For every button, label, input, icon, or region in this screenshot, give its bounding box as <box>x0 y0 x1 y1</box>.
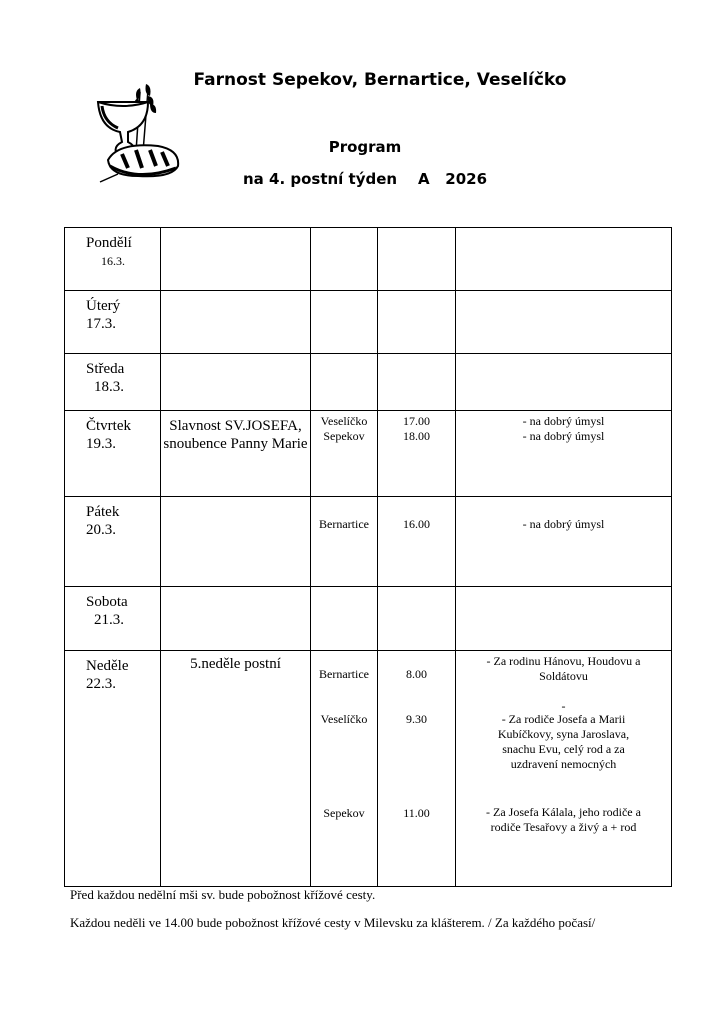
chalice-bread-logo <box>88 82 188 192</box>
mass-time: 8.00 <box>406 667 427 681</box>
mass-place: Bernartice <box>319 667 369 681</box>
day-name: Středa <box>86 361 125 377</box>
place-cell <box>311 228 378 291</box>
intention-cell <box>456 354 672 411</box>
mass-time: 11.00 <box>403 806 430 820</box>
time-cell <box>378 497 456 587</box>
mass-time: 17.00 <box>403 414 430 428</box>
place-cell <box>311 651 378 887</box>
day-date: 18.3. <box>94 379 124 395</box>
day-name: Sobota <box>86 594 128 610</box>
place-cell <box>311 497 378 587</box>
time-cell <box>378 411 456 497</box>
table-row <box>65 228 672 291</box>
day-name: Pondělí <box>86 235 132 251</box>
day-name: Čtvrtek <box>86 418 131 434</box>
mass-time: 16.00 <box>403 517 430 531</box>
day-cell <box>65 651 161 887</box>
mass-intention: - na dobrý úmysl <box>522 414 605 428</box>
feast-name: 5.neděle postní <box>190 656 281 672</box>
day-date: 16.3. <box>101 254 125 268</box>
place-cell <box>311 291 378 354</box>
day-date: 19.3. <box>86 436 116 452</box>
intention-cell <box>456 497 672 587</box>
mass-intention: - na dobrý úmysl <box>522 429 605 443</box>
mass-time: 9.30 <box>406 712 427 726</box>
place-cell <box>311 411 378 497</box>
table-row <box>65 354 672 411</box>
day-name: Pátek <box>86 504 120 520</box>
day-name: Neděle <box>86 658 129 674</box>
feast-cell <box>161 228 311 291</box>
time-cell <box>378 651 456 887</box>
day-date: 20.3. <box>86 522 116 538</box>
feast-cell <box>161 354 311 411</box>
day-cell <box>65 587 161 651</box>
mass-place: Veselíčko <box>320 414 368 428</box>
parish-title: Farnost Sepekov, Bernartice, Veselíčko <box>193 70 567 90</box>
table-row <box>65 497 672 587</box>
day-cell <box>65 354 161 411</box>
day-cell <box>65 228 161 291</box>
day-date: 22.3. <box>86 676 116 692</box>
intention-cell <box>456 651 672 887</box>
program-label: Program <box>328 138 402 156</box>
notes <box>70 883 670 939</box>
day-cell <box>65 291 161 354</box>
mass-place: Veselíčko <box>320 712 368 726</box>
feast-cell <box>161 411 311 497</box>
place-cell <box>311 354 378 411</box>
time-cell <box>378 587 456 651</box>
mass-place: Sepekov <box>323 806 365 820</box>
mass-place: Sepekov <box>323 429 365 443</box>
day-date: 17.3. <box>86 316 116 332</box>
table-row <box>65 291 672 354</box>
mass-intention: - Za rodiče Josefa a Marii Kubíčkovy, syna Jaroslava, snachu Evu, celý rod a za uzdravení nemocných <box>497 712 630 771</box>
place-cell <box>311 587 378 651</box>
mass-intention: - <box>561 699 566 713</box>
feast-cell <box>161 497 311 587</box>
day-cell <box>65 497 161 587</box>
year: 2026 <box>445 170 488 188</box>
table-row <box>65 411 672 497</box>
day-name: Úterý <box>86 298 121 314</box>
intention-cell <box>456 587 672 651</box>
week-heading <box>220 170 510 188</box>
table-row <box>65 587 672 651</box>
day-date: 21.3. <box>94 612 124 628</box>
intention-cell <box>456 228 672 291</box>
mass-intention: - Za rodinu Hánovu, Houdovu a Soldátovu <box>486 654 641 683</box>
intention-cell <box>456 411 672 497</box>
day-cell <box>65 411 161 497</box>
note-line: Každou neděli ve 14.00 bude pobožnost křížové cesty v Milevsku za klášterem. / Za každého počasí/ <box>70 915 596 930</box>
mass-time: 18.00 <box>403 429 430 443</box>
time-cell <box>378 228 456 291</box>
time-cell <box>378 354 456 411</box>
liturgical-cycle: A <box>417 170 430 188</box>
feast-cell <box>161 587 311 651</box>
feast-cell <box>161 291 311 354</box>
feast-cell <box>161 651 311 887</box>
table-row <box>65 651 672 887</box>
feast-name: Slavnost SV.JOSEFA, snoubence Panny Marie <box>163 418 308 452</box>
schedule-table <box>64 227 672 887</box>
mass-place: Bernartice <box>319 517 369 531</box>
mass-intention: - Za Josefa Kálala, jeho rodiče a rodiče Tesařovy a živý a + rod <box>486 805 641 834</box>
mass-intention: - na dobrý úmysl <box>522 517 605 531</box>
week-label: na 4. postní týden <box>242 170 398 188</box>
time-cell <box>378 291 456 354</box>
intention-cell <box>456 291 672 354</box>
note-line: Před každou nedělní mši sv. bude pobožnost křížové cesty. <box>70 887 376 902</box>
